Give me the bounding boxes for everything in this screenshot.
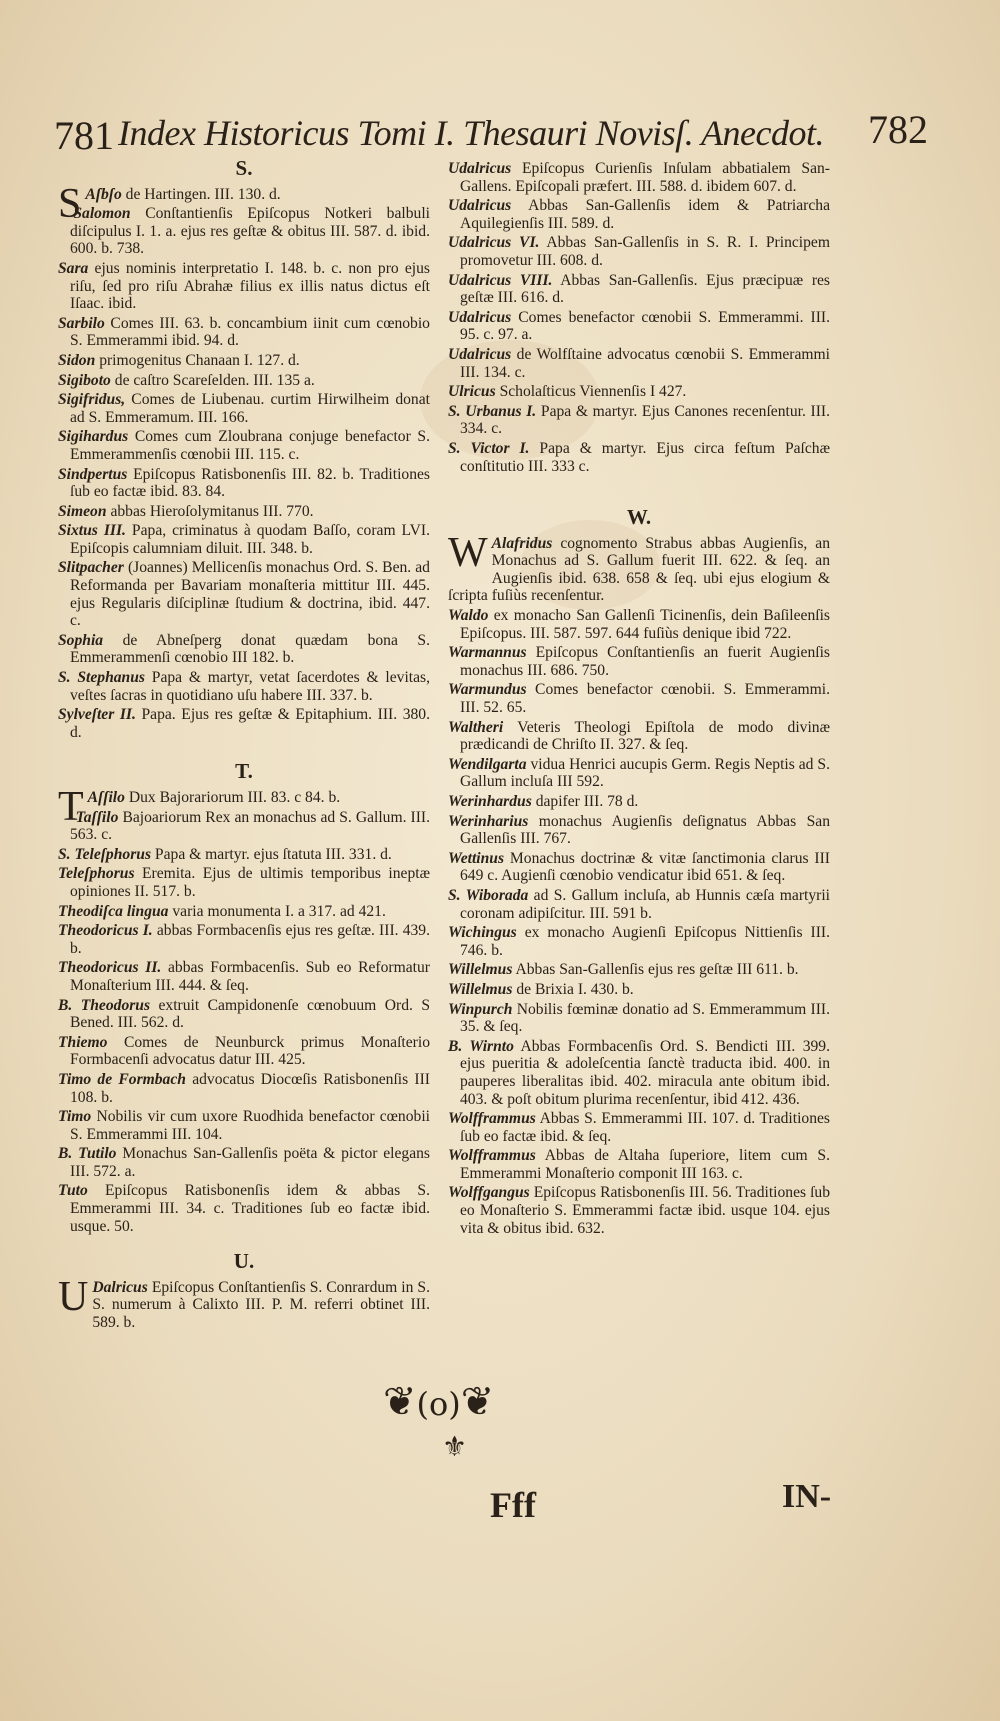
drop-initial: W <box>448 529 488 576</box>
index-entry: Theodoricus II. abbas Formbacenſis. Sub eo Reformatur Monaſterium III. 444. & ſeq. <box>58 959 430 994</box>
index-entry: S. Urbanus I. Papa & martyr. Ejus Canones recenſentur. III. 334. c. <box>448 402 830 438</box>
index-entry: Ulricus Scholaſticus Viennenſis I 427. <box>448 383 687 401</box>
index-entry: Sara ejus nominis interpretatio I. 148. b. c. non pro ejus riſu, ſed pro riſu Abrahæ filius ex illis natus dictus eſt Iſaac. ibid. <box>58 259 430 313</box>
index-entry: W Alafridus cognomento Strabus abbas Augienſis, an Monachus ad S. Gallum fuerit III. 622. & ſeq. an Augienſis ibid. 638. 658 & ſeq. ubi ejus elogium & ſcripta fuſiùs recenſentur. <box>448 529 830 605</box>
index-entry: Waldo ex monacho San Gallenſi Ticinenſis, dein Baſileenſis Epiſcopus. III. 587. 597. 644 fuſiùs denique ibid 722. <box>448 607 831 642</box>
ornament-icon: ❦(o)❦ <box>383 1379 495 1425</box>
index-entry: Sarbilo Comes III. 63. b. concambium iinit cum cœnobio S. Emmerammi ibid. 94. d. <box>58 314 430 350</box>
index-entry: U Dalricus Epiſcopus Conſtantienſis S. Conrardum in S. S. numerum à Calixto III. P. M. referri obtinet III. 589. b. <box>58 1273 430 1332</box>
section-heading-u: U. <box>233 1249 255 1274</box>
signature-mark: Fff <box>490 1485 536 1525</box>
index-entry: Simeon abbas Hieroſolymitanus III. 770. <box>58 502 314 520</box>
index-entry: T Aſſilo Dux Bajorariorum III. 83. c 84. b. <box>58 784 341 830</box>
drop-initial: T <box>58 784 84 830</box>
index-entry: B. Tutilo Monachus San-Gallenſis poëta & pictor elegans III. 572. a. <box>58 1145 430 1180</box>
index-entry: Sixtus III. Papa, criminatus à quodam Baſſo, coram LVI. Epiſcopis calumniam diluit. III. 348. b. <box>58 522 430 557</box>
index-entry: Warmundus Comes benefactor cœnobii. S. Emmerammi. III. 52. 65. <box>448 681 830 717</box>
index-entry: B. Wirnto Abbas Formbacenſis Ord. S. Bendicti III. 399. ejus pueritia & adoleſcentia ſanctè traducta ibid. 400. in pauperes liberalitas ibid. 402. miracula ante obitum ibid. 403. & poſt obitum plurima recenſentur, ibid 412. 436. <box>448 1037 830 1108</box>
index-entry: Udalricus Abbas San-Gallenſis idem & Patriarcha Aquilegienſis III. 589. d. <box>448 197 830 232</box>
index-entry: Theodoricus I. abbas Formbacenſis ejus res geſtæ. III. 439. b. <box>58 922 430 957</box>
index-entry: Udalricus Epiſcopus Curienſis Inſulam abbatialem San-Gallens. Epiſcopali præfert. III. 588. d. ibidem 607. d. <box>448 160 830 195</box>
index-entry: S. Wiborada ad S. Gallum incluſa, ab Hunnis cæſa martyrii coronam adipiſcitur. III. 591 b. <box>448 886 831 922</box>
index-entry: Tuto Epiſcopus Ratisbonenſis idem & abbas S. Emmerammi III. 34. c. Traditiones ſub eo factæ ibid. usque. 50. <box>58 1182 430 1235</box>
index-entry: S. Stephanus Papa & martyr, vetat ſacerdotes & levitas, veſtes ſacras in quotidiano uſu habere III. 337. b. <box>58 669 430 704</box>
index-entry: Sigifridus, Comes de Liubenau. curtim Hirwilheim donat ad S. Emmeramum. III. 166. <box>58 391 430 426</box>
index-entry: Wolfframmus Abbas de Altaha ſuperiore, litem cum S. Emmerammi Monaſterio componit III 163. c. <box>448 1147 830 1182</box>
index-entry: Werinhardus dapifer III. 78 d. <box>448 793 639 810</box>
index-entry: S. Victor I. Papa & martyr. Ejus circa feſtum Paſchæ conſtitutio III. 333 c. <box>448 439 830 475</box>
catchword: IN- <box>782 1478 832 1515</box>
index-entry: Udalricus VIII. Abbas San-Gallenſis. Ejus præcipuæ res geſtæ III. 616. d. <box>448 271 831 307</box>
index-entry: Wettinus Monachus doctrinæ & vitæ ſanctimonia clarus III 649 c. Augienſi cœnobio vendicatur ibid 651. & ſeq. <box>448 849 830 885</box>
index-entry: Wolffgangus Epiſcopus Ratisbonenſis III. 56. Traditiones ſub eo Monaſterio S. Emmerammi factæ ibid. usque 104. ejus vita & obitus ibid. 632. <box>448 1184 830 1237</box>
index-entry: Wolfframmus Abbas S. Emmerammi III. 107. d. Traditiones ſub eo factæ ibid. & ſeq. <box>448 1110 830 1145</box>
index-entry: Waltheri Veteris Theologi Epiſtola de modo divinæ prædicandi de Chriſto II. 327. & ſeq. <box>448 718 831 754</box>
index-entry: Willelmus de Brixia I. 430. b. <box>448 980 634 998</box>
section-heading-t: T. <box>235 759 253 784</box>
index-entry: B. Theodorus extruit Campidonenſe cœnobuum Ord. S Bened. III. 562. d. <box>58 996 430 1032</box>
index-entry: Timo de Formbach advocatus Diocœſis Ratisbonenſis III 108. b. <box>58 1070 430 1106</box>
index-entry: Salomon Conſtantienſis Epiſcopus Notkeri balbuli diſcipulus I. 1. a. ejus res geſtæ & obitus III. 587. d. ibid. 600. b. 738. <box>70 205 430 258</box>
index-entry: Winpurch Nobilis fœminæ donatio ad S. Emmerammum III. 35. & ſeq. <box>448 1000 830 1036</box>
right-column <box>448 160 830 1239</box>
drop-initial: S <box>58 180 82 227</box>
index-entry: Thiemo Comes de Neunburck primus Monaſterio Formbacenſi advocatus datur III. 425. <box>58 1033 431 1069</box>
index-entry: Udalricus de Wolfſtaine advocatus cœnobii S. Emmerammi III. 134. c. <box>448 345 830 381</box>
index-entry: Sigiboto de caſtro Scareſelden. III. 135 a. <box>58 371 315 389</box>
index-entry: Wendilgarta vidua Henrici aucupis Germ. Regis Neptis ad S. Gallum incluſa III 592. <box>448 755 830 791</box>
index-entry: Wichingus ex monacho Augienſi Epiſcopus Nittienſis III. 746. b. <box>448 924 831 959</box>
index-entry: Udalricus Comes benefactor cœnobii S. Emmerammi. III. 95. c. 97. a. <box>448 308 830 344</box>
index-entry: Sigihardus Comes cum Zloubrana conjuge benefactor S. Emmerammenſis cœnobii III. 115. c. <box>58 428 430 463</box>
drop-initial: U <box>58 1273 89 1320</box>
index-entry: Sindpertus Epiſcopus Ratisbonenſis III. 82. b. Traditiones ſub eo factæ ibid. 83. 84. <box>58 465 431 501</box>
index-entry: Sidon primogenitus Chanaan I. 127. d. <box>58 351 300 369</box>
page-number-left: 781 <box>54 113 114 158</box>
index-entry: Sophia de Abneſperg donat quædam bona S. Emmerammenſi cœnobio III 182. b. <box>58 631 430 667</box>
index-entry: Teleſphorus Eremita. Ejus de ultimis temporibus ineptæ opiniones II. 517. b. <box>58 865 430 900</box>
index-entry: Udalricus VI. Abbas San-Gallenſis in S. R. I. Principem promovetur III. 608. d. <box>448 234 830 269</box>
left-column <box>58 156 430 1334</box>
index-entry: S Aſbſo de Hartingen. III. 130. d. <box>58 180 281 227</box>
index-entry: S. Teleſphorus Papa & martyr. ejus ſtatuta III. 331. d. <box>58 845 392 863</box>
index-entry: Willelmus Abbas San-Gallenſis ejus res geſtæ III 611. b. <box>448 961 799 979</box>
page-number-right: 782 <box>868 107 928 152</box>
index-entry: Slitpacher (Joannes) Mellicenſis monachus Ord. S. Ben. ad Reformanda per Bavariam monaſteria mittitur III. 445. ejus Regularis diſciplinæ ſtudium & doctrina, ibid. 447. c. <box>58 559 430 630</box>
index-entry: Theodiſca lingua varia monumenta I. a 317. ad 421. <box>58 902 386 920</box>
section-heading-s: S. <box>235 156 253 180</box>
index-entry: Taſſilo Bajoariorum Rex an monachus ad S. Gallum. III. 563. c. <box>70 808 431 844</box>
index-entry: Werinharius monachus Augienſis deſignatus Abbas San Gallenſis III. 767. <box>448 812 830 848</box>
index-entry: Timo Nobilis vir cum uxore Ruodhida benefactor cœnobii S. Emmerammi III. 104. <box>58 1108 430 1143</box>
footer-mark: (o) <box>416 1385 461 1423</box>
index-entry: Warmannus Epiſcopus Conſtantienſis an fuerit Augienſis monachus III. 686. 750. <box>448 644 830 679</box>
fleuron-icon: ⚜ <box>442 1430 468 1463</box>
section-heading-w: W. <box>626 505 652 530</box>
index-entry: Sylveſter II. Papa. Ejus res geſtæ & Epitaphium. III. 380. d. <box>58 706 431 741</box>
running-title: Index Historicus Tomi I. Thesauri Novisſ. Anecdot. <box>118 113 824 153</box>
